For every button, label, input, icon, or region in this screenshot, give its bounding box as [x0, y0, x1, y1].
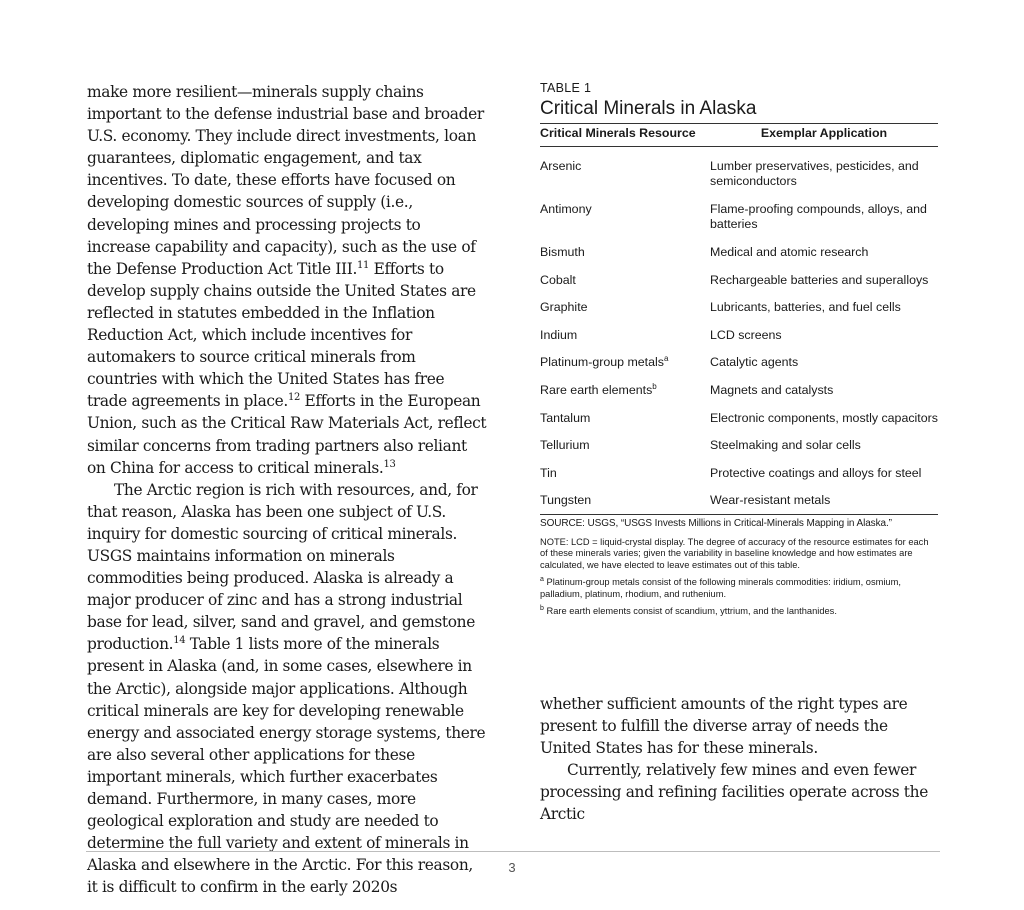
- resource-cell: Graphite: [540, 300, 588, 315]
- right-column-body: [540, 693, 940, 826]
- footnote-mark-a: a: [540, 576, 544, 584]
- table-row: [540, 438, 938, 466]
- table-row: [540, 273, 938, 301]
- application-cell: Medical and atomic research: [710, 244, 869, 259]
- table-row: [540, 466, 938, 494]
- application-cell: Lubricants, batteries, and fuel cells: [710, 300, 901, 315]
- application-cell: Magnets and catalysts: [710, 382, 834, 397]
- body-paragraph-2: The Arctic region is rich with resources, and, for that reason, Alaska has been one subject of U.S. inquiry for domestic sourcing of critical minerals. USGS maintains information on minerals commodities being produced. Alaska is already a major producer of zinc and has a strong industrial base for lead, silver, sand and gravel, and gemstone production.$^{14}$ Table 1 lists more of the minerals present in Alaska (and, in some cases, elsewhere in the Arctic), alongside major applications. Although critical minerals are key for developing renewable energy and associated energy storage systems, there are also several other applications for these important minerals, which further exacerbates demand. Furthermore, in many cases, more geological exploration and study are needed to determine the full variety and extent of minerals in Alaska and elsewhere in the Arctic. For this reason, it is difficult to confirm in the early 2020s: [87, 480, 486, 897]
- footnote-ref-13[interactable]: 13: [383, 458, 396, 470]
- resource-cell: Tin: [540, 465, 557, 480]
- footnote-mark-b: b: [540, 605, 544, 613]
- footnote-ref-a[interactable]: a: [663, 354, 669, 364]
- table-footnote-b: $^b$ Rare earth elements consist of scandium, yttrium, and the lanthanides.: [540, 605, 837, 617]
- application-cell: Wear-resistant metals: [710, 493, 831, 508]
- application-cell: Electronic components, mostly capacitors: [710, 410, 938, 425]
- footnote-ref-12[interactable]: 12: [287, 392, 300, 404]
- table-note: NOTE: LCD = liquid-crystal display. The degree of accuracy of the resource estimates for each of these minerals varies; given the variability in baseline knowledge and how estimates are calculated, we have elected to leave estimates out of this table.: [540, 536, 929, 570]
- resource-cell: Arsenic: [540, 158, 582, 173]
- table-notes: [540, 537, 938, 619]
- application-cell: Catalytic agents: [710, 355, 799, 370]
- table-header-row: [540, 124, 938, 147]
- page-number: 3: [508, 860, 516, 875]
- table-row: [540, 300, 938, 328]
- resource-cell: Antimony: [540, 201, 592, 216]
- left-column: [87, 81, 487, 898]
- right-paragraph-2: Currently, relatively few mines and even fewer processing and refining facilities operate across the Arctic: [540, 761, 928, 824]
- resource-cell: Tantalum: [540, 410, 591, 425]
- resource-cell: Bismuth: [540, 244, 585, 259]
- table-row: [540, 411, 938, 439]
- application-cell: Steelmaking and solar cells: [710, 438, 861, 453]
- footer-divider: [86, 851, 940, 852]
- table-row: [540, 146, 938, 202]
- table-label: TABLE 1: [540, 81, 592, 95]
- header-resource: Critical Minerals Resource: [540, 124, 710, 147]
- application-cell: Protective coatings and alloys for steel: [710, 465, 922, 480]
- table-title: Critical Minerals in Alaska: [540, 98, 757, 119]
- table-row: [540, 328, 938, 356]
- table-row: [540, 245, 938, 273]
- table-source: SOURCE: USGS, “USGS Invests Millions in Critical-Minerals Mapping in Alaska.”: [540, 514, 938, 531]
- table-row: [540, 383, 938, 411]
- footnote-ref-b[interactable]: b: [652, 381, 657, 391]
- resource-cell: Platinum-group metals$^a$: [540, 354, 669, 370]
- body-paragraph-1: make more resilient—minerals supply chains important to the defense industrial base and broader U.S. economy. They include direct investments, loan guarantees, diplomatic engagement, and tax incentives. To date, these efforts have focused on developing domestic sources of supply (i.e., developing mines and processing projects to increase capability and capacity), such as the use of the Defense Production Act Title III.$^{11}$ Efforts to develop supply chains outside the United States are reflected in statutes embedded in the Inflation Reduction Act, which include incentives for automakers to source critical minerals from countries with which the United States has free trade agreements in place.$^{12}$ Efforts in the European Union, such as the Critical Raw Materials Act, reflect similar concerns from trading partners also reliant on China for access to critical minerals.$^{13}$: [87, 83, 487, 477]
- application-cell: Lumber preservatives, pesticides, and semiconductors: [710, 158, 919, 189]
- table-1: [540, 80, 938, 618]
- footnote-ref-11[interactable]: 11: [357, 259, 370, 271]
- application-cell: LCD screens: [710, 327, 782, 342]
- resource-cell: Tungsten: [540, 493, 592, 508]
- right-paragraph-1: whether sufficient amounts of the right types are present to fulfill the diverse array of needs the United States has for these minerals.: [540, 695, 908, 758]
- table-row: [540, 202, 938, 245]
- table-row: [540, 493, 938, 514]
- table-row: [540, 355, 938, 383]
- application-cell: Rechargeable batteries and superalloys: [710, 272, 929, 287]
- resource-cell: Rare earth elements$^b$: [540, 381, 657, 397]
- resource-cell: Tellurium: [540, 438, 590, 453]
- application-cell: Flame-proofing compounds, alloys, and batteries: [710, 201, 927, 232]
- footnote-ref-14[interactable]: 14: [173, 635, 186, 647]
- minerals-table: [540, 123, 938, 514]
- resource-cell: Indium: [540, 327, 578, 342]
- resource-cell: Cobalt: [540, 272, 576, 287]
- header-application: Exemplar Application: [710, 124, 938, 147]
- table-footnote-a: $^a$ Platinum-group metals consist of the following minerals commodities: iridium, osmium, palladium, platinum, rhodium, and ruthenium.: [540, 576, 901, 599]
